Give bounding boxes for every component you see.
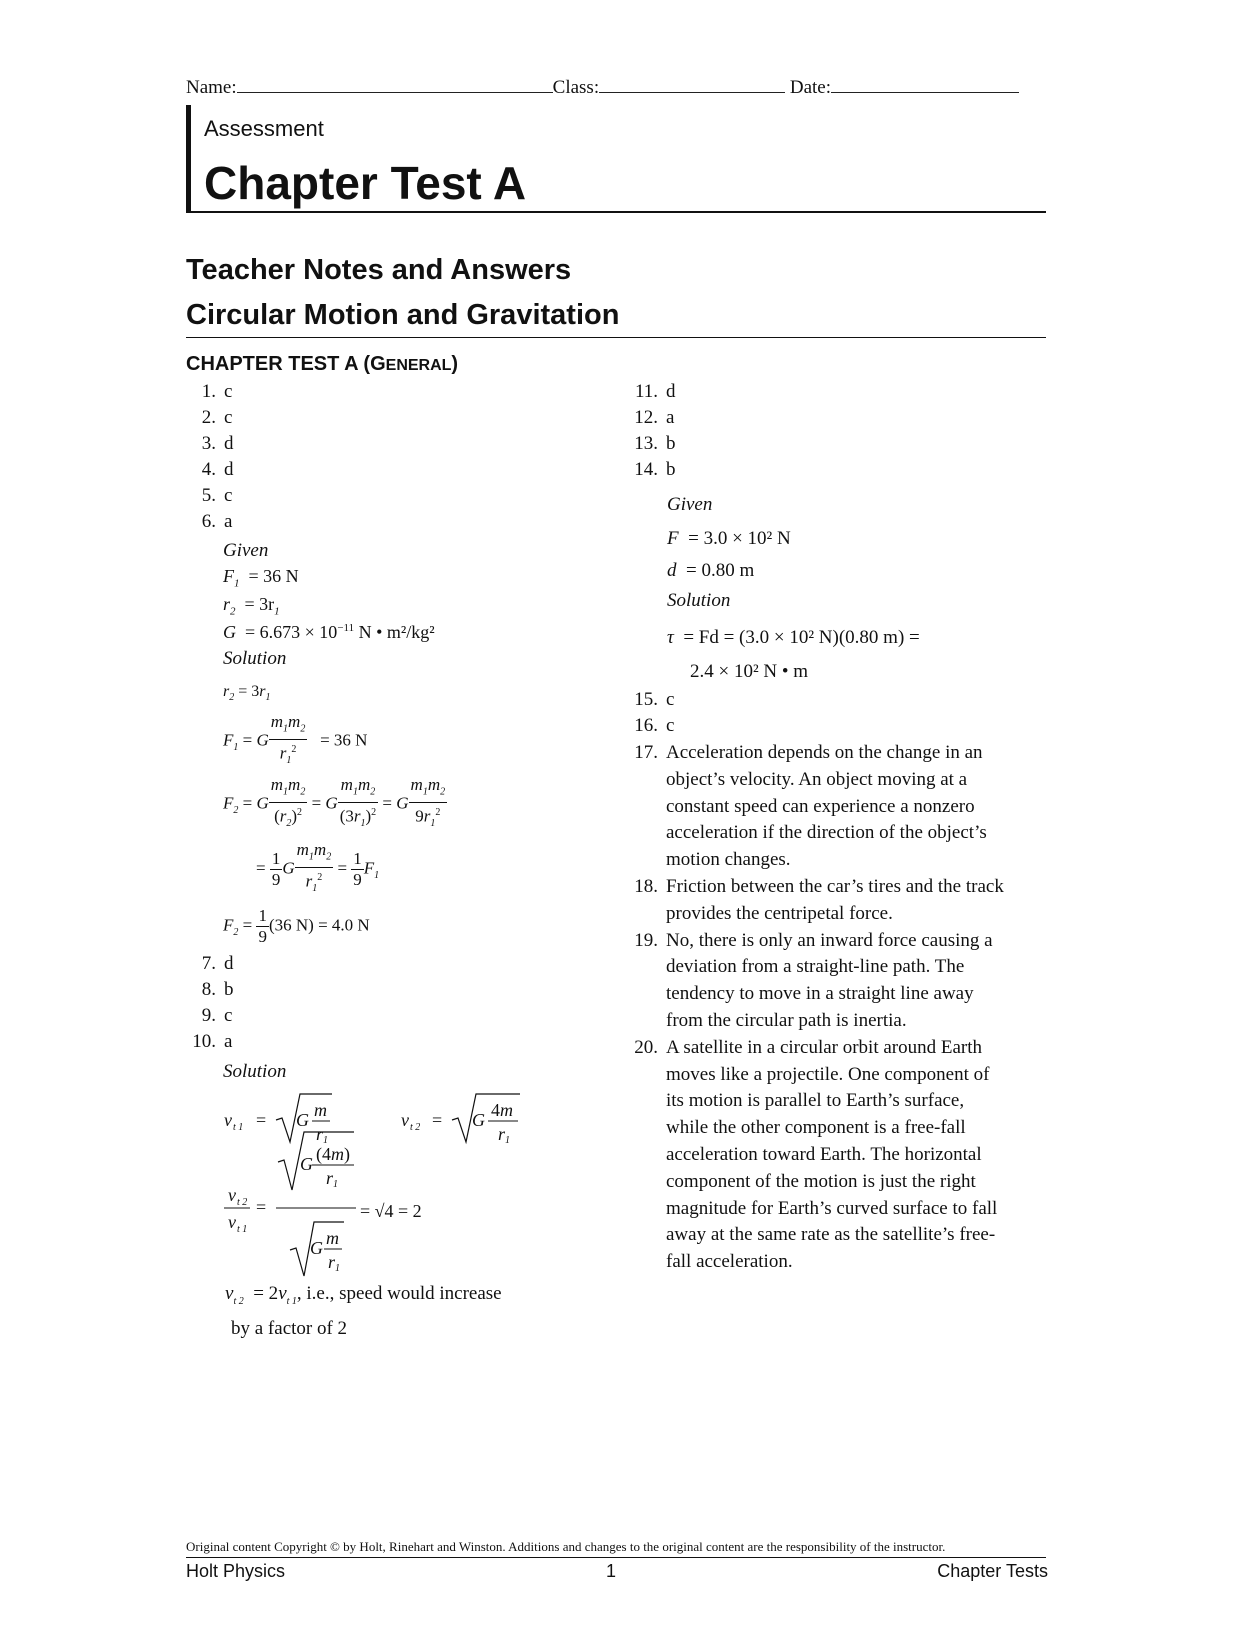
name-field [237, 74, 553, 93]
class-label: Class: [552, 77, 600, 98]
list-item: 14. b [634, 459, 676, 480]
svg-text:m: m [326, 1228, 339, 1248]
q6-step-f2: $F_2 = G$ $\frac{m_1m_2}{(r_2)^2}$ = G $\frac{m_1m_2}{(3r_1)^2}$ = G $\frac{m_1m_2}{9r_1^2}$ [223, 775, 447, 834]
copyright-notice: Original content Copyright © by Holt, Rinehart and Winston. Additions and changes to the original content are the responsibility of the instructor. [186, 1539, 946, 1554]
list-item: 18. Friction between the car’s tires and the track provides the centripetal force. [634, 875, 1004, 924]
svg-text:G: G [310, 1238, 323, 1258]
q10-conclusion: $v_{t 2} = 2v_{t 1}$, i.e., speed would increase [225, 1283, 502, 1307]
q6-given-label: Given [223, 540, 269, 561]
list-item: 1. c [201, 381, 233, 402]
svg-text:t 1: t 1 [237, 1224, 248, 1235]
right-answer-list [620, 379, 676, 483]
name-label: Name: [186, 77, 237, 98]
svg-text:r: r [498, 1124, 506, 1144]
list-item: 6. a [201, 511, 233, 532]
list-item: 17. Acceleration depends on the change in an object’s velocity. An object moving at a constant speed can experience a nonzero acceleration if the direction of the object’s motion changes. [634, 742, 987, 871]
list-item: 13. b [634, 433, 676, 454]
q6-f1: $F_1 = 36$ N [223, 566, 299, 590]
title-bar [186, 105, 191, 213]
class-field [599, 74, 785, 93]
list-item: 7. d [201, 953, 234, 974]
q10-conclusion-2: by a factor of 2 [231, 1318, 348, 1339]
list-item: 8. b [201, 979, 234, 1000]
list-item: 16. c [634, 715, 675, 736]
q6-step-ninth: = $\frac{1}{9}$ G $\frac{m_1m_2}{r_1^2}$ = $\frac{1}{9}$ $F_1$ [256, 840, 379, 899]
svg-text:v: v [228, 1212, 236, 1232]
svg-text:(4m): (4m) [316, 1144, 350, 1164]
date-field [831, 74, 1019, 93]
list-item: 10. a [192, 1031, 233, 1052]
q14-d: d = 0.80 m [667, 560, 755, 581]
svg-text:v: v [228, 1185, 236, 1205]
footer-rule [186, 1557, 1046, 1558]
list-item: 3. d [201, 433, 234, 454]
q6-g: $G = 6.673 \times 10^{-11}$ N • m²/kg² [223, 622, 435, 642]
svg-text:1: 1 [505, 1135, 510, 1146]
list-item: 11. d [634, 381, 676, 402]
q14-tau: τ = Fd = (3.0 × 10² N)(0.80 m) = [667, 627, 920, 648]
list-item: 4. d [201, 459, 234, 480]
q6-step-f1: $F_1 = G$ $\frac{m_1m_2}{r_1^2}$ = 36 N [223, 712, 367, 771]
q14-solution-label: Solution [667, 590, 731, 611]
svg-text:1: 1 [335, 1263, 340, 1274]
assessment-kicker: Assessment [204, 116, 324, 141]
q6-r2: $r_2 = 3r_1$ [223, 594, 280, 618]
svg-text:4m: 4m [491, 1100, 513, 1120]
q10-solution-label: Solution [223, 1061, 287, 1082]
list-item: 15. c [634, 689, 675, 710]
heading-rule [186, 337, 1046, 338]
title-rule [186, 211, 1046, 213]
right-answer-list-2 [620, 687, 674, 739]
list-item: 9. c [201, 1005, 233, 1026]
page-number: 1 [606, 1561, 617, 1581]
svg-text:=: = [256, 1197, 267, 1217]
svg-text:G: G [472, 1110, 485, 1130]
svg-text:t 2: t 2 [237, 1197, 248, 1208]
left-answer-list [178, 379, 234, 535]
header-line [186, 74, 1019, 99]
long-answers [620, 740, 1050, 1276]
list-item: 12. a [634, 407, 675, 428]
q14-tau-result: 2.4 × 10² N • m [690, 661, 809, 682]
svg-text:t 1: t 1 [233, 1122, 244, 1133]
q10-ratio-result: = √4 = 2 [360, 1201, 422, 1221]
svg-text:1: 1 [323, 1135, 328, 1146]
list-item: 19. No, there is only an inward force causing a deviation from a straight-line path. The tendency to move in a straight line away from the circular path is inertia. [634, 929, 993, 1031]
svg-text:1: 1 [333, 1179, 338, 1190]
svg-text:=: = [432, 1110, 443, 1130]
svg-text:r: r [326, 1168, 334, 1188]
subheading: CHAPTER TEST A (GENERAL) [186, 353, 459, 375]
footer-book-title: Holt Physics [186, 1561, 286, 1581]
q6-result: $F_2$ = $\frac{1}{9}$ (36 N) = 4.0 N [223, 906, 370, 946]
svg-text:r: r [328, 1252, 336, 1272]
svg-text:m: m [314, 1100, 327, 1120]
svg-text:=: = [256, 1110, 267, 1130]
chapter-title: Chapter Test A [204, 157, 527, 209]
svg-text:G: G [296, 1110, 309, 1130]
section-heading-1: Teacher Notes and Answers [186, 254, 572, 286]
svg-text:v: v [224, 1110, 232, 1130]
date-label: Date: [789, 77, 832, 98]
footer-section: Chapter Tests [937, 1561, 1048, 1581]
q6-step-r2: $r_2 = 3r_1$ [223, 683, 271, 704]
list-item: 20. A satellite in a circular orbit around Earth moves like a projectile. One component of its motion is parallel to Earth’s surface, while the other component is a free-fall acceleration toward Earth. The horizontal component of the motion is just the right magnitude for Earth’s curved surface to fall away at the same rate as the satellite’s free- fall acceleration. [634, 1036, 998, 1273]
svg-text:t 2: t 2 [410, 1122, 421, 1133]
left-answer-list-2 [178, 951, 234, 1055]
svg-text:G: G [300, 1154, 313, 1174]
svg-text:v: v [401, 1110, 409, 1130]
q14-given-label: Given [667, 494, 713, 515]
svg-text:r: r [316, 1124, 324, 1144]
q6-solution-label: Solution [223, 648, 287, 669]
list-item: 5. c [201, 485, 233, 506]
section-heading-2: Circular Motion and Gravitation [186, 299, 620, 331]
q14-f: F = 3.0 × 10² N [667, 528, 791, 549]
list-item: 2. c [201, 407, 233, 428]
